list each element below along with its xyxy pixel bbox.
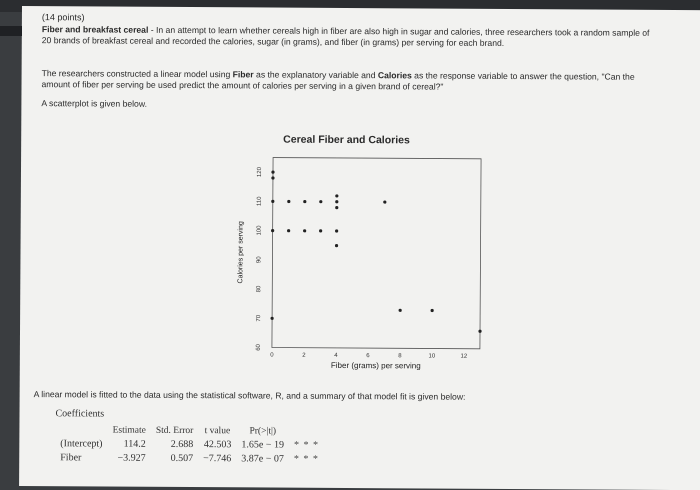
model-fiber-word: Fiber <box>232 69 254 80</box>
coef-row-fiber <box>55 451 324 467</box>
x-axis-label: Fiber (grams) per serving <box>330 360 421 371</box>
model-text-b: as the explanatory variable and <box>253 69 378 81</box>
coef-row-intercept <box>55 437 324 453</box>
scatter-intro: A scatterplot is given below. <box>41 98 148 109</box>
data-point <box>303 229 306 232</box>
data-point <box>271 229 274 232</box>
y-tick-label: 110 <box>256 196 263 207</box>
coef-p: 1.65e − 19 <box>241 439 284 451</box>
data-point <box>383 200 386 203</box>
x-tick-label: 4 <box>334 352 338 359</box>
coef-col-se: Std. Error <box>155 425 194 437</box>
points-label: (14 points) <box>41 12 85 23</box>
coef-stars: * * * <box>293 453 319 465</box>
data-point <box>271 176 274 179</box>
x-tick-label: 10 <box>428 353 436 360</box>
coef-col-empty <box>55 423 107 437</box>
data-point <box>335 229 338 232</box>
y-tick-label: 60 <box>255 344 262 351</box>
x-tick-label: 8 <box>398 353 402 360</box>
coefficients-table <box>55 423 324 467</box>
coef-col-estimate: Estimate <box>112 425 146 436</box>
coef-estimate: 114.2 <box>123 438 146 450</box>
model-description <box>41 68 651 94</box>
coef-col-stars <box>289 425 324 439</box>
coef-col-t: t value <box>204 426 231 437</box>
coef-t: 42.503 <box>203 439 232 451</box>
plot-frame <box>272 158 481 349</box>
data-point <box>478 330 481 333</box>
y-axis-label: Calories per serving <box>237 221 245 284</box>
data-point <box>335 194 338 197</box>
coef-p: 3.87e − 07 <box>241 453 284 465</box>
data-point <box>335 206 338 209</box>
x-tick-label: 12 <box>460 353 468 360</box>
coef-t: −7.746 <box>203 453 232 465</box>
y-tick-label: 100 <box>256 225 263 236</box>
data-point <box>431 309 434 312</box>
problem-intro <box>42 24 652 50</box>
x-tick-label: 2 <box>302 352 306 359</box>
question-page <box>19 6 700 490</box>
model-text-a: The researchers constructed a linear model using <box>41 68 233 80</box>
coef-se: 0.507 <box>170 452 194 465</box>
coef-estimate: −3.927 <box>117 452 146 464</box>
problem-intro-text: - In an attempt to learn whether cereals high in fiber are also high in sugar and calories, three researchers took a random sample of 20 brands of breakfast cereal and recorded the calories, sugar (in grams), and fiber (in grams) per serving for each brand. <box>41 24 650 48</box>
y-tick-label: 90 <box>256 256 263 264</box>
coef-name: (Intercept) <box>60 438 103 450</box>
coef-name: Fiber <box>60 452 82 464</box>
left-edge-bar <box>0 26 22 36</box>
y-tick-label: 70 <box>256 314 263 322</box>
problem-title: Fiber and breakfast cereal <box>41 24 149 35</box>
coef-se: 2.688 <box>170 438 194 451</box>
chart-title: Cereal Fiber and Calories <box>283 133 410 147</box>
x-tick-label: 0 <box>270 352 274 359</box>
data-point <box>335 200 338 203</box>
data-point <box>270 317 273 320</box>
data-point <box>287 229 290 232</box>
model-calories-word: Calories <box>377 70 412 81</box>
coefficients-heading: Coefficients <box>55 408 105 420</box>
data-point <box>271 171 274 174</box>
y-tick-label: 120 <box>256 167 264 178</box>
x-tick-label: 6 <box>366 353 370 360</box>
coef-stars: * * * <box>293 439 319 451</box>
data-point <box>271 200 274 203</box>
data-point <box>335 244 338 247</box>
data-point <box>399 309 402 312</box>
data-point <box>319 200 322 203</box>
coef-col-p: Pr(>|t|) <box>249 426 277 437</box>
scatterplot <box>200 147 491 389</box>
y-tick-label: 80 <box>256 285 263 293</box>
model-text-c: as the response variable to answer the question, "Can the amount of fiber per serving be used predict the amount of calories per serving in a given brand of cereal?" <box>41 70 635 92</box>
data-point <box>319 229 322 232</box>
data-point <box>287 200 290 203</box>
data-point <box>303 200 306 203</box>
lm-summary-intro: A linear model is fitted to the data using the statistical software, R, and a summary of that model fit is given below: <box>33 389 466 402</box>
coefficients-block <box>55 408 324 467</box>
